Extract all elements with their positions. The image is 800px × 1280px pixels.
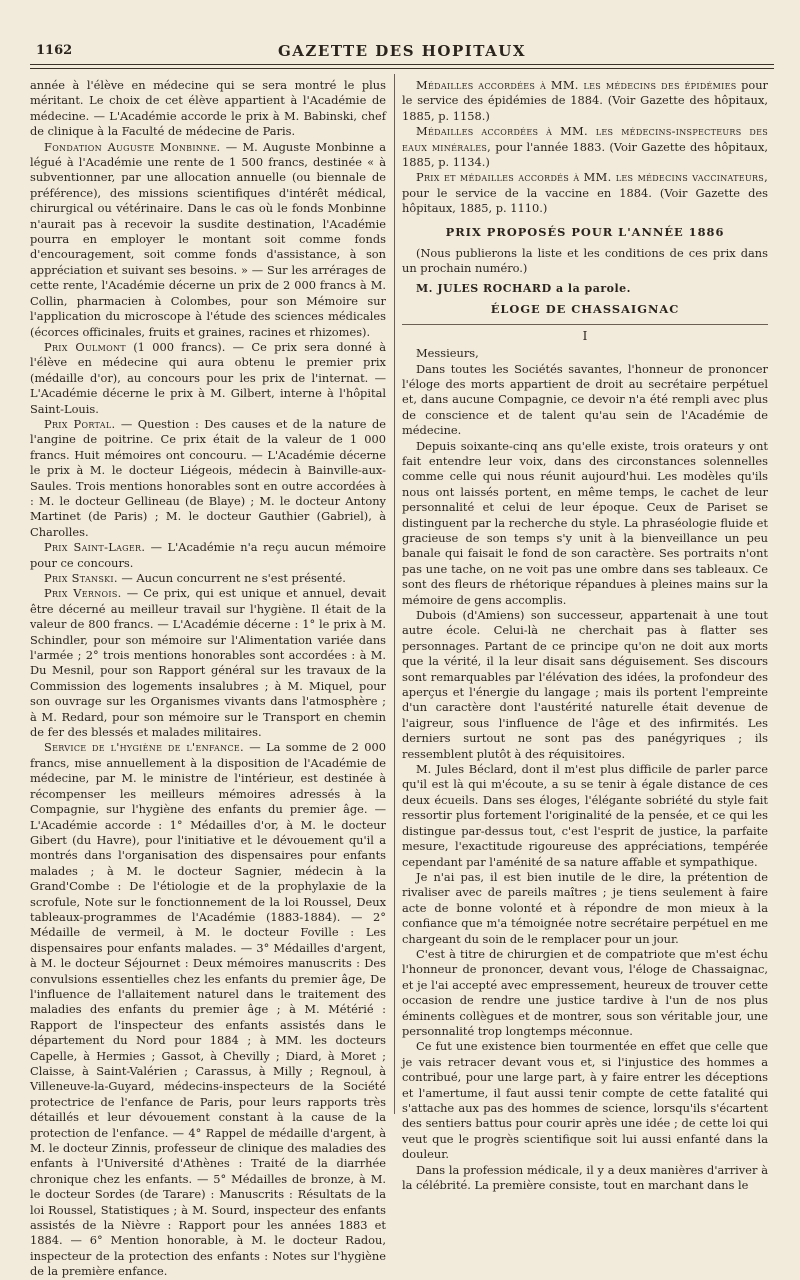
- page-number: 1162: [36, 43, 73, 58]
- left-paragraph: Prix Saint-Lager. — L'Académie n'a reçu aucun mémoire pour ce concours.: [30, 540, 386, 570]
- prize-heading: Prix Stanski.: [44, 571, 118, 585]
- medal-paragraph: Médailles accordées à MM. les médecins des épidémies pour le service des épidémies de 1884. (Voir Gazette des hôpitaux, 1885, p. 1158.): [402, 78, 768, 123]
- left-paragraph: année à l'élève en médecine qui se sera montré le plus méritant. Le choix de cet élève appartient à l'Académie de médecine. — L'Académie accorde le prix à M. Babinski, chef de clinique à la Faculté de médecine de Paris.: [30, 78, 386, 139]
- column-divider: [394, 74, 395, 1114]
- prize-heading: Prix Saint-Lager.: [44, 540, 146, 555]
- medal-heading: Médailles accordées à MM. les médecins-inspecteurs des eaux minérales,: [402, 124, 768, 154]
- speech-paragraph: Dans la profession médicale, il y a deux manières d'arriver à la célébrité. La première consiste, tout en marchant dans le: [402, 1162, 768, 1193]
- header-rule-top: [30, 64, 774, 65]
- prizes-note: (Nous publierons la liste et les conditions de ces prix dans un prochain numéro.): [402, 246, 768, 276]
- left-paragraph: Service de l'hygiène de l'enfance. — La somme de 2 000 francs, mise annuellement à la disposition de l'Académie de médecine, par M. le ministre de l'intérieur, est destinée à récompenser les meilleurs mémoires adressés à la Compagnie, sur l'hygiène des enfants du premier âge. — L'Académie accorde : 1° Médailles d'or, à M. le docteur Gibert (du Havre), pour l'initiative et le dévouement qu'il a montrés dans l'organisation des dispensaires pour enfants malades ; à M. le docteur Sagnier, médecin à la Grand'Combe : De l'étiologie et de la prophylaxie de la scrofule, Note sur le fonctionnement de la loi Roussel, Deux tableaux-programmes de l'Académie (1883-1884). — 2° Médaille de vermeil, à M. le docteur Foville : Les dispensaires pour enfants malades. — 3° Médailles d'argent, à M. le docteur Séjournet : Deux mémoires manuscrits : Des convulsions essentielles chez les enfants du premier âge, De l'influence de l'allaitement naturel dans le traitement des maladies des enfants du premier âge ; à M. Métérié : Rapport de l'inspecteur des enfants assistés dans le département du Nord pour 1884 ; à MM. les docteurs Capelle, à Hermies ; Gassot, à Chevilly ; Diard, à Moret ; Claisse, à Saint-Valérien ; Carassus, à Milly ; Regnoul, à Villeneuve-la-Guyard, médecins-inspecteurs de la Société protectrice de l'enfance de Paris, pour leurs rapports très détaillés et leur dévouement constant à la cause de la protection de l'enfance. — 4° Rappel de médaille d'argent, à M. le docteur Zinnis, professeur de clinique des maladies des enfants à l'Université d'Athènes : Traité de la diarrhée chronique chez les enfants. — 5° Médailles de bronze, à M. le docteur Sordes (de Tarare) : Manuscrits : Résultats de la loi Roussel, Statistiques ; à M. Sourd, inspecteur des enfants assistés de la Nièvre : Rapport pour les années 1883 et 1884. — 6° Mention honorable, à M. le docteur Radou, inspecteur de la protection des enfants : Notes sur l'hygiène de la première enfance.: [30, 740, 386, 1279]
- prize-heading: Prix Vernois.: [44, 586, 122, 601]
- medal-heading: Médailles accordées à MM. les médecins des épidémies: [416, 78, 737, 92]
- prize-heading: Prix Portal.: [44, 416, 116, 431]
- page-header: [30, 40, 774, 62]
- salutation: Messieurs,: [416, 346, 479, 361]
- prize-heading: Service de l'hygiène de l'enfance.: [44, 740, 244, 755]
- prize-heading: Fondation Auguste Monbinne.: [44, 139, 221, 154]
- right-column: [402, 78, 768, 1193]
- header-rule-bottom: [30, 68, 774, 69]
- left-paragraph: Prix Stanski. — Aucun concurrent ne s'est présenté.: [44, 571, 346, 585]
- medal-paragraph: Médailles accordées à MM. les médecins-inspecteurs des eaux minérales, pour l'année 1883. (Voir Gazette des hôpitaux, 1885, p. 1134.): [402, 124, 768, 170]
- prize-heading: Prix Oulmont: [44, 339, 126, 354]
- prizes-title: PRIX PROPOSÉS POUR L'ANNÉE 1886: [445, 224, 725, 239]
- speech-paragraph: C'est à titre de chirurgien et de compatriote que m'est échu l'honneur de prononcer, devant vous, l'éloge de Chassaignac, et je l'ai accepté avec empressement, heureux de trouver cette occasion de rendre une justice tardive à l'un de nos plus éminents collègues et de montrer, sous son véritable jour, une personnalité trop longtemps méconnue.: [402, 946, 768, 1038]
- medal-heading: Prix et médailles accordés à MM. les médecins vaccinateurs,: [416, 170, 768, 185]
- speech-paragraph: Je n'ai pas, il est bien inutile de le dire, la prétention de rivaliser avec de pareils maîtres ; je tiens seulement à faire acte de bonne volonté et à répondre de mon mieux à la confiance que m'a témoignée notre secrétaire perpétuel en me chargeant du soin de le remplacer pour un jour.: [402, 869, 768, 946]
- left-paragraph: Prix Portal. — Question : Des causes et de la nature de l'angine de poitrine. Ce prix était de la valeur de 1 000 francs. Huit mémoires ont concouru. — L'Académie décerne le prix à M. le docteur Liégeois, médecin à Bainville-aux-Saules. Trois mentions honorables sont en outre accordées à : M. le docteur Gellineau (de Blaye) ; M. le docteur Antony Martinet (de Paris) ; M. le docteur Gauthier (Gabriel), à Charolles.: [30, 416, 387, 539]
- medal-paragraph: Prix et médailles accordés à MM. les médecins vaccinateurs, pour le service de la vaccine en 1884. (Voir Gazette des hôpitaux, 1885, p. 1110.): [402, 170, 768, 216]
- speech-paragraph: Depuis soixante-cinq ans qu'elle existe, trois orateurs y ont fait entendre leur voix, dans des circonstances solennelles comme celle qui nous réunit aujourd'hui. Les modèles qu'ils nous ont laissés portent, en même temps, le cachet de leur personnalité et celui de leur époque. Ceux de Pariset se distinguent par la recherche du style. La phraséologie fluide et gracieuse de son temps s'y unit à la bienveillance un peu banale qui faisait le fond de son caractère. Ses portraits n'ont pas une tache, on ne voit pas une ombre dans ses tableaux. Ce sont des fleurs de rhétorique répandues à pleines mains sur la mémoire de gens accomplis.: [402, 438, 768, 607]
- left-paragraph: Prix Oulmont (1 000 francs). — Ce prix sera donné à l'élève en médecine qui aura obtenu le premier prix (médaille d'or), au concours pour les prix de l'internat. — L'Académie décerne le prix à M. Gilbert, interne à l'hôpital Saint-Louis.: [30, 339, 386, 416]
- left-column: [30, 78, 386, 1280]
- left-paragraph: Fondation Auguste Monbinne. — M. Auguste Monbinne a légué à l'Académie une rente de 1 500 francs, destinée « à subventionner, par une allocation annuelle (ou biennale de préférence), des missions scientifiques d'intérêt médical, chirurgical ou vétérinaire. Dans le cas où le fonds Monbinne n'aurait pas à recevoir la susdite destination, l'Académie pourra en employer le montant soit comme fonds d'encouragement, soit comme fonds d'assistance, à son appréciation et suivant ses besoins. » — Sur les arrérages de cette rente, l'Académie décerne un prix de 2 000 francs à M. Collin, pharmacien à Colombes, pour son Mémoire sur l'application du microscope à l'étude des sciences médicales (écorces officinales, fruits et graines, racines et rhizomes).: [30, 139, 386, 339]
- journal-title: GAZETTE DES HOPITAUX: [277, 42, 526, 60]
- eloge-title: ÉLOGE DE CHASSAIGNAC: [490, 302, 680, 317]
- left-paragraph: Prix Vernois. — Ce prix, qui est unique et annuel, devait être décerné au meilleur travail sur l'hygiène. Il était de la valeur de 800 francs. — L'Académie décerne : 1° le prix à M. Schindler, pour son mémoire sur l'Alimentation variée dans l'armée ; 2° trois mentions honorables sont accordées : à M. Du Mesnil, pour son Rapport général sur les travaux de la Commission des logements insalubres ; à M. Miquel, pour son ouvrage sur les Organismes vivants dans l'atmosphère ; à M. Redard, pour son mémoire sur le Transport en chemin de fer des blessés et malades militaires.: [30, 586, 387, 740]
- speaker-line: M. JULES ROCHARD a la parole.: [416, 281, 631, 295]
- speech-paragraph: Ce fut une existence bien tourmentée en effet que celle que je vais retracer devant vous et, si l'injustice des hommes a contribué, pour une large part, à y faire entrer les déceptions et l'amertume, il faut aussi tenir compte de cette fatalité qui s'attache aux pas des hommes de science, lorsqu'ils s'écartent des sentiers battus pour courir après une idée ; de cette loi qui veut que le progrès scientifique soit lui aussi enfanté dans la douleur.: [402, 1039, 768, 1162]
- speech-paragraph: M. Jules Béclard, dont il m'est plus difficile de parler parce qu'il est là qui m'écoute, a su se tenir à égale distance de ces deux écueils. Dans ses éloges, l'élégante sobriété du style fait ressortir plus fortement l'originalité de la pensée, et ce qui les distingue par-dessus tout, c'est l'esprit de justice, la parfaite mesure, l'exactitude rigoureuse des appréciations, tempérée cependant par l'aménité de sa nature affable et sympathique.: [402, 762, 768, 869]
- section-rule: [402, 324, 768, 325]
- speech-paragraph: Dans toutes les Sociétés savantes, l'honneur de prononcer l'éloge des morts appartient de droit au secrétaire perpétuel et, dans aucune Compagnie, ce devoir n'a été rempli avec plus de conscience et de talent qu'au sein de l'Académie de médecine.: [402, 361, 768, 438]
- section-number: I: [582, 328, 588, 343]
- speech-paragraph: Dubois (d'Amiens) son successeur, appartenait à une tout autre école. Celui-là ne cherchait pas à flatter ses personnages. Partant de ce principe qu'on ne doit aux morts que la vérité, il la leur disait sans déguisement. Ses discours sont remarquables par l'élévation des idées, la profondeur des aperçus et l'énergie du langage ; mais ils portent l'empreinte d'un caractère dont l'austérité naturelle était devenue de l'aigreur, sous l'influence de l'âge et des infirmités. Les derniers surtout ne sont pas des panégyriques ; ils ressemblent plutôt à des réquisitoires.: [402, 608, 768, 761]
